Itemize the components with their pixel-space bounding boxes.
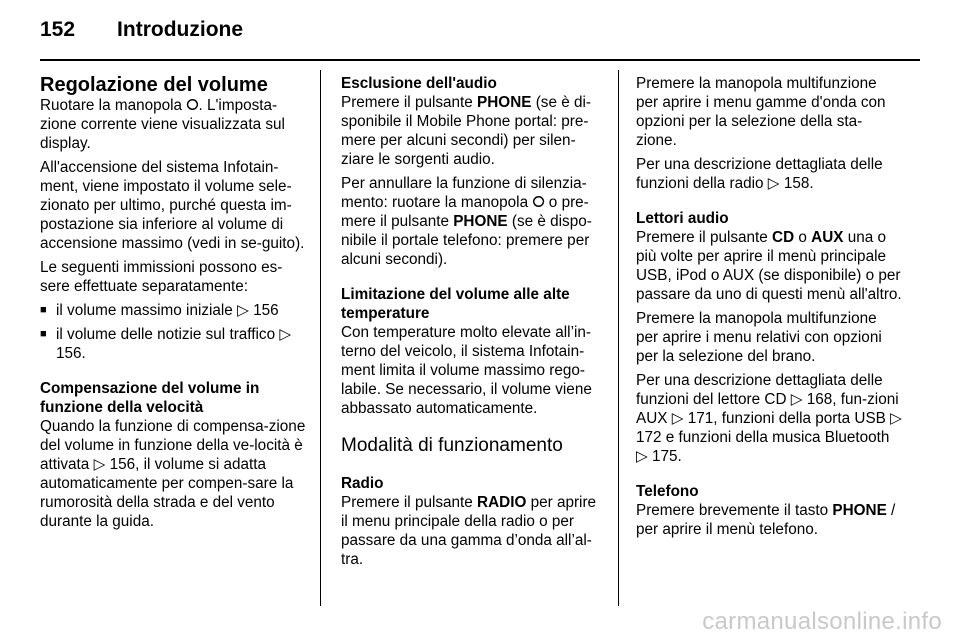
paragraph: Per annullare la funzione di silenzia-mento: ruotare la manopola ⭘ o pre-mere il pulsante PHONE (se è dispo-nibile il portale telefono: premere per alcuni secondi). bbox=[341, 175, 592, 268]
section-heading-volume: Regolazione del volume bbox=[40, 74, 268, 96]
radio-key-label: RADIO bbox=[477, 494, 527, 511]
paragraph: Ruotare la manopola ⭘. L'imposta-zione corrente viene visualizzata sul display. bbox=[40, 97, 285, 152]
subheading-speed-compensation: Compensazione del volume in funzione della velocità bbox=[40, 380, 260, 416]
subheading-audio-players: Lettori audio bbox=[636, 210, 729, 227]
paragraph: Con temperature molto elevate all’in-terno del veicolo, il sistema Infotain-ment limita il volume massimo rego-labile. Se necessario, il volume viene abbassato automaticamente. bbox=[341, 324, 592, 417]
subheading-phone: Telefono bbox=[636, 483, 699, 500]
paragraph: Premere il pulsante RADIO per aprire il menu principale della radio o per passare da una gamma d’onda all’al-tra. bbox=[341, 494, 597, 568]
list-item: ■ il volume massimo iniziale ▷ 156 bbox=[40, 301, 308, 320]
list-item: ■ il volume delle notizie sul traffico ▷ 156. bbox=[40, 325, 308, 363]
cd-key-label: CD bbox=[772, 229, 795, 246]
paragraph: Premere la manopola multifunzione per aprire i menu relativi con opzioni per la selezione del brano. bbox=[636, 310, 882, 365]
paragraph: Premere la manopola multifunzione per aprire i menu gamme d'onda con opzioni per la selezione della sta-zione. bbox=[636, 75, 886, 149]
paragraph: Premere il pulsante CD o AUX una o più volte per aprire il menù principale USB, iPod o AUX (se disponibile) o per passare da uno di questi menù all'altro. bbox=[636, 229, 902, 303]
page-number: 152 bbox=[40, 18, 76, 41]
watermark: carmanualsonline.info bbox=[702, 608, 942, 635]
header-rule bbox=[40, 59, 920, 61]
bullet-list bbox=[40, 301, 308, 363]
paragraph: Premere brevemente il tasto PHONE / per aprire il menù telefono. bbox=[636, 502, 896, 538]
phone-key-label: PHONE bbox=[477, 94, 532, 111]
column-2 bbox=[341, 74, 603, 574]
paragraph: Quando la funzione di compensa-zione del volume in funzione della ve-locità è attivata ▷ 156, il volume si adatta automaticamente per compen-sare la rumorosità della strada e del vento durante la guida. bbox=[40, 418, 306, 530]
subheading-temperature: Limitazione del volume alle alte temperature bbox=[341, 286, 570, 322]
aux-key-label: AUX bbox=[811, 229, 844, 246]
section-heading-modes: Modalità di funzionamento bbox=[341, 435, 563, 456]
column-1 bbox=[40, 74, 308, 536]
paragraph: Per una descrizione dettagliata delle funzioni della radio ▷ 158. bbox=[636, 156, 883, 192]
column-divider bbox=[618, 70, 619, 606]
phone-key-label: PHONE bbox=[832, 502, 887, 519]
paragraph: Per una descrizione dettagliata delle funzioni del lettore CD ▷ 168, fun-zioni AUX ▷ 171, funzioni della porta USB ▷ 172 e funzioni della musica Bluetooth ▷ 175. bbox=[636, 372, 902, 465]
subheading-radio: Radio bbox=[341, 475, 384, 492]
paragraph: All'accensione del sistema Infotain-ment, viene impostato il volume sele-zionato per ultimo, purché questa im-postazione sia inferiore al volume di accensione massimo (vedi in se-guito). bbox=[40, 159, 305, 252]
paragraph: Premere il pulsante PHONE (se è di-sponibile il Mobile Phone portal: pre-mere per alcuni secondi) per silen-ziare le sorgenti audio. bbox=[341, 94, 591, 168]
column-3 bbox=[636, 74, 902, 544]
running-title: Introduzione bbox=[117, 18, 244, 41]
phone-key-label: PHONE bbox=[453, 213, 508, 230]
subheading-mute: Esclusione dell'audio bbox=[341, 75, 497, 92]
paragraph: Le seguenti immissioni possono es-sere effettuate separatamente: bbox=[40, 259, 283, 295]
page-header bbox=[40, 18, 243, 50]
column-divider bbox=[320, 70, 321, 606]
